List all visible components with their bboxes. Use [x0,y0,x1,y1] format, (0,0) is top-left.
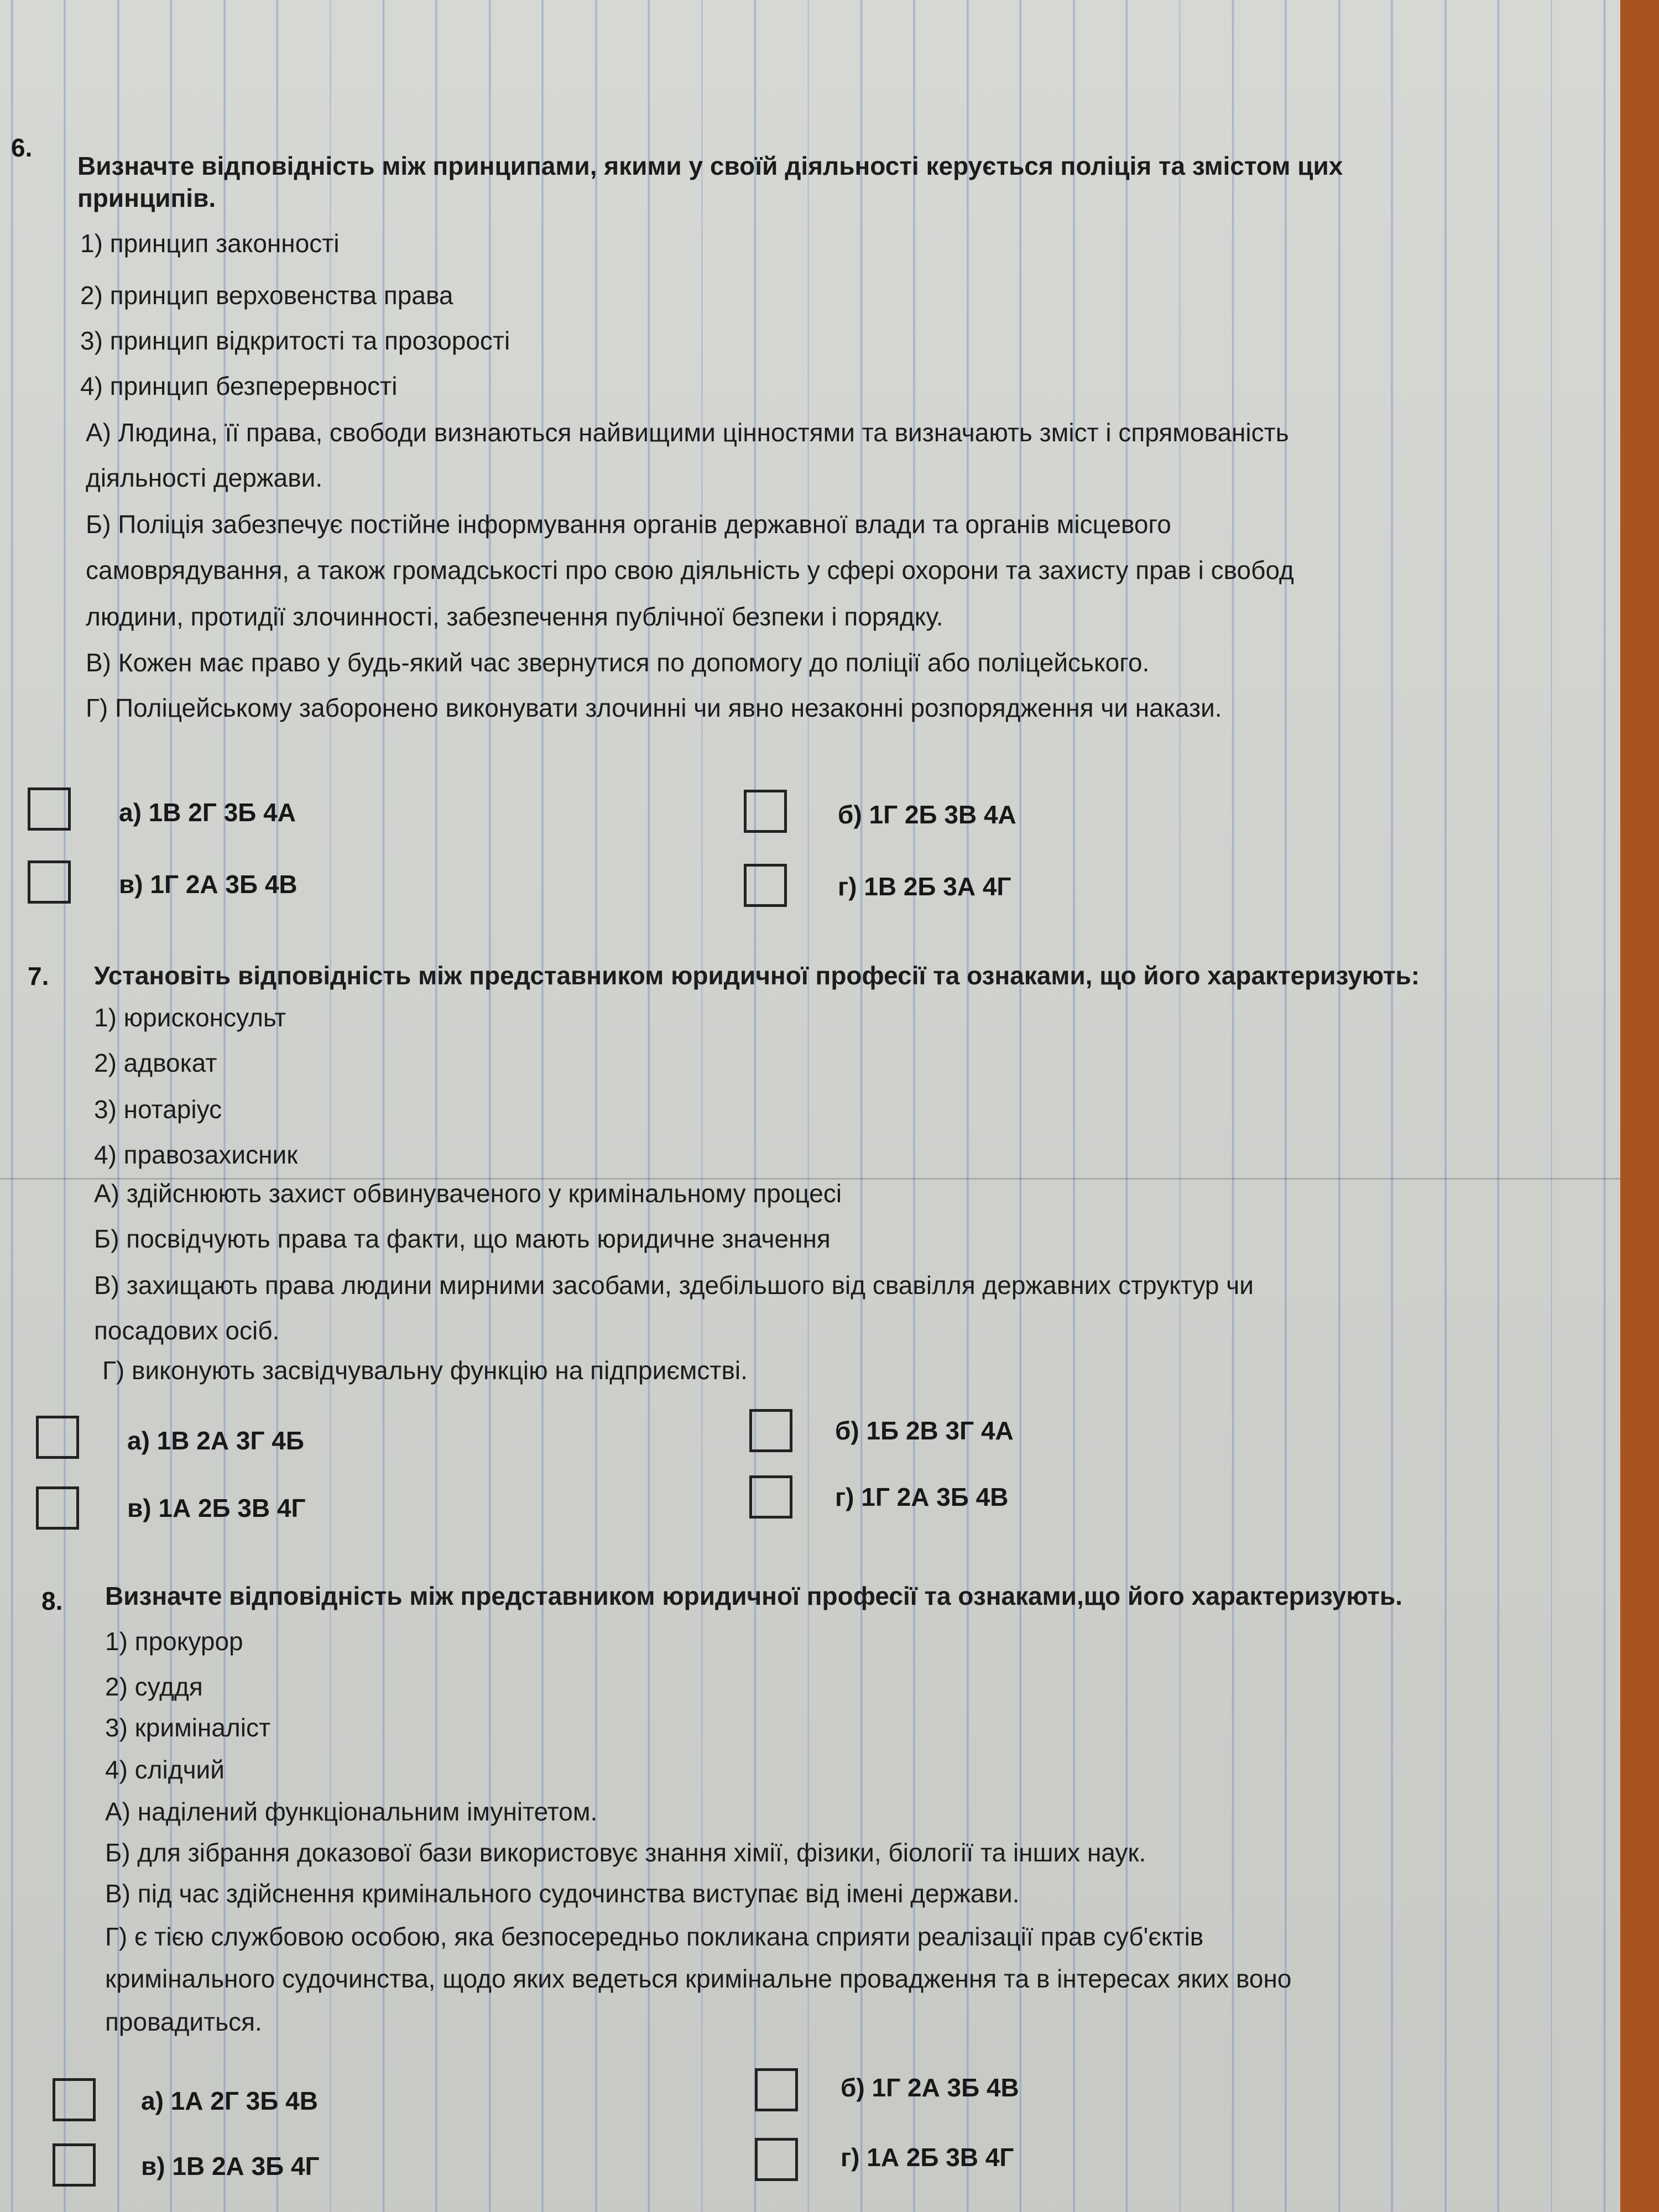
answer-checkbox[interactable] [749,1475,792,1519]
answer-text: В) Кожен має право у будь-який час звернутися по допомогу до поліції або поліцейського. [86,648,1150,677]
option-label: а) 1В 2А 3Г 4Б [127,1426,304,1455]
answer-text: Г) є тією службовою особою, яка безпосередньо покликана сприяти реалізації прав суб'єктів [105,1922,1204,1951]
list-item: 3) криміналіст [105,1713,271,1742]
list-item: 4) принцип безперервності [80,372,398,400]
option-label: б) 1Б 2В 3Г 4А [835,1416,1014,1445]
question-number: 6. [11,133,33,162]
answer-text: посадових осіб. [94,1316,280,1345]
answer-checkbox[interactable] [53,2143,96,2187]
answer-checkbox[interactable] [53,2078,96,2121]
answer-text: А) Людина, її права, свободи визнаються найвищими цінностями та визначають зміст і спрямованість [86,418,1289,447]
answer-checkbox[interactable] [36,1416,79,1459]
answer-text: кримінального судочинства, щодо яких ведеться кримінальне провадження та в інтересах яких воно [105,1964,1292,1993]
list-item: 4) слідчий [105,1755,225,1784]
list-item: 3) нотаріус [94,1095,222,1124]
answer-text: Б) посвідчують права та факти, що мають юридичне значення [94,1224,831,1253]
question-number: 8. [41,1587,63,1615]
answer-checkbox[interactable] [28,787,71,831]
answer-text: Б) Поліція забезпечує постійне інформування органів державної влади та органів місцевого [86,510,1171,539]
answer-text: Г) Поліцейському заборонено виконувати злочинні чи явно незаконні розпорядження чи накази. [86,693,1222,722]
answer-text: самоврядування, а також громадськості про свою діяльність у сфері охорони та захисту прав і свобод [86,556,1294,585]
list-item: 1) прокурор [105,1627,243,1656]
answer-text: діяльності держави. [86,463,323,492]
option-label: в) 1Г 2А 3Б 4В [119,870,298,899]
question-prompt: Визначте відповідність між представником юридичної професії та ознаками,що його характеризують. [105,1582,1403,1610]
option-label: в) 1В 2А 3Б 4Г [141,2152,320,2180]
answer-checkbox[interactable] [28,860,71,904]
answer-checkbox[interactable] [749,1409,792,1452]
answer-checkbox[interactable] [755,2138,798,2181]
option-label: б) 1Г 2А 3Б 4В [841,2073,1019,2102]
option-label: г) 1В 2Б 3А 4Г [838,872,1011,901]
list-item: 2) суддя [105,1672,203,1701]
question-prompt: Визначте відповідність між принципами, якими у своїй діяльності керується поліція та змістом цих [77,152,1343,180]
answer-text: А) здійснюють захист обвинуваченого у кримінальному процесі [94,1179,842,1208]
option-label: а) 1А 2Г 3Б 4В [141,2086,318,2115]
option-label: в) 1А 2Б 3В 4Г [127,1494,306,1522]
answer-text: В) під час здійснення кримінального судочинства виступає від імені держави. [105,1879,1020,1908]
question-number: 7. [28,962,49,990]
answer-checkbox[interactable] [755,2068,798,2111]
answer-checkbox[interactable] [36,1486,79,1530]
question-prompt: Установіть відповідність між представником юридичної професії та ознаками, що його характеризують: [94,961,1420,990]
answer-text: провадиться. [105,2007,262,2036]
list-item: 1) юрисконсульт [94,1003,286,1032]
answer-checkbox[interactable] [744,790,787,833]
answer-text: А) наділений функціональним імунітетом. [105,1797,598,1826]
answer-text: Г) виконують засвідчувальну функцію на підприємстві. [102,1356,748,1385]
answer-text: людини, протидії злочинності, забезпечення публічної безпеки і порядку. [86,602,943,631]
option-label: г) 1Г 2А 3Б 4В [835,1483,1009,1511]
answer-checkbox[interactable] [744,864,787,907]
option-label: г) 1А 2Б 3В 4Г [841,2143,1014,2172]
option-label: а) 1В 2Г 3Б 4А [119,798,296,827]
list-item: 4) правозахисник [94,1140,298,1169]
list-item: 1) принцип законності [80,229,340,258]
list-item: 2) адвокат [94,1048,217,1077]
question-prompt: принципів. [77,184,216,212]
option-label: б) 1Г 2Б 3В 4А [838,800,1016,829]
list-item: 2) принцип верховенства права [80,281,453,310]
answer-text: В) захищають права людини мирними засобами, здебільшого від свавілля державних структур чи [94,1271,1254,1300]
answer-text: Б) для зібрання доказової бази використовує знання хімії, фізики, біології та інших наук. [105,1838,1146,1867]
list-item: 3) принцип відкритості та прозорості [80,326,510,355]
